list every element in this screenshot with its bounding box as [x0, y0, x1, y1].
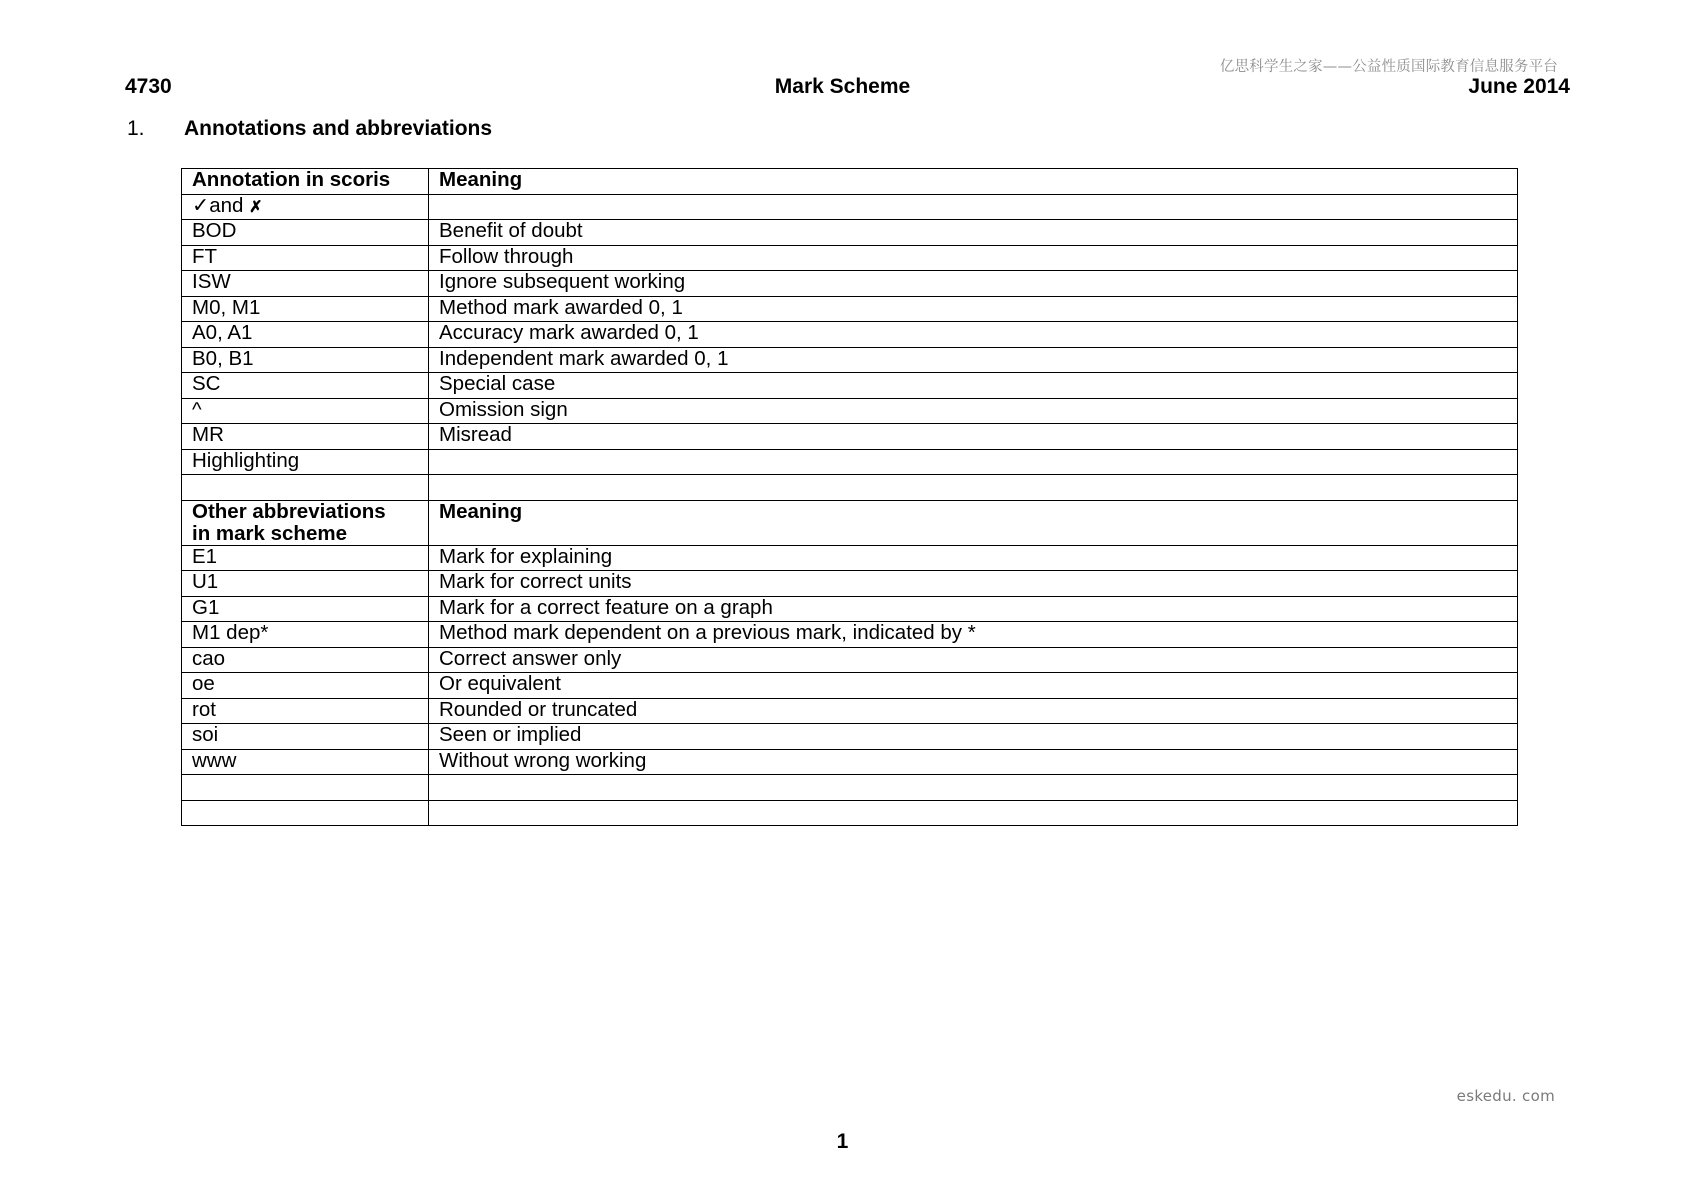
table-row	[182, 647, 1518, 673]
table-header-row	[182, 169, 1518, 195]
header-meaning-2: Meaning	[429, 500, 1518, 545]
meaning-cell: Misread	[429, 424, 1518, 450]
meaning-cell: Mark for correct units	[429, 571, 1518, 597]
meaning-cell: Omission sign	[429, 398, 1518, 424]
annotation-cell: FT	[182, 245, 429, 271]
table-row	[182, 322, 1518, 348]
header-other-line2: in mark scheme	[192, 521, 347, 545]
exam-date: June 2014	[1468, 75, 1570, 98]
document-title: Mark Scheme	[774, 75, 911, 98]
meaning-cell: Mark for a correct feature on a graph	[429, 596, 1518, 622]
annotation-cell: ^	[182, 398, 429, 424]
table-row	[182, 194, 1518, 220]
paper-code: 4730	[125, 75, 172, 98]
header-meaning: Meaning	[429, 169, 1518, 195]
header-other-abbreviations	[182, 500, 429, 545]
abbreviation-cell: G1	[182, 596, 429, 622]
table-row	[182, 296, 1518, 322]
check-icon: ✓	[192, 193, 210, 217]
meaning-cell: Or equivalent	[429, 673, 1518, 699]
table-row	[182, 673, 1518, 699]
empty-row	[182, 800, 1518, 826]
section-heading	[127, 117, 492, 141]
annotation-cell: Highlighting	[182, 449, 429, 475]
annotation-cell: A0, A1	[182, 322, 429, 348]
table-row	[182, 571, 1518, 597]
meaning-cell: Special case	[429, 373, 1518, 399]
annotation-cell: SC	[182, 373, 429, 399]
abbreviation-cell: U1	[182, 571, 429, 597]
table-row	[182, 245, 1518, 271]
abbreviation-cell: soi	[182, 724, 429, 750]
meaning-cell: Ignore subsequent working	[429, 271, 1518, 297]
abbreviation-cell: cao	[182, 647, 429, 673]
annotations-table	[181, 168, 1518, 826]
table-row	[182, 724, 1518, 750]
abbreviation-cell: M1 dep*	[182, 622, 429, 648]
meaning-cell: Accuracy mark awarded 0, 1	[429, 322, 1518, 348]
table-row	[182, 449, 1518, 475]
table-row	[182, 424, 1518, 450]
abbreviation-cell: E1	[182, 545, 429, 571]
annotation-cell: B0, B1	[182, 347, 429, 373]
header-other-line1: Other abbreviations	[192, 499, 386, 523]
annotation-cell: M0, M1	[182, 296, 429, 322]
and-text: and	[209, 193, 244, 217]
page-number: 1	[836, 1130, 849, 1153]
meaning-cell	[429, 449, 1518, 475]
section-number: 1.	[127, 117, 145, 140]
abbreviation-cell: www	[182, 749, 429, 775]
table-row	[182, 398, 1518, 424]
meaning-cell: Benefit of doubt	[429, 220, 1518, 246]
table-row	[182, 347, 1518, 373]
table-row	[182, 271, 1518, 297]
meaning-cell: Method mark awarded 0, 1	[429, 296, 1518, 322]
header-annotation: Annotation in scoris	[182, 169, 429, 195]
meaning-cell: Follow through	[429, 245, 1518, 271]
table-row	[182, 622, 1518, 648]
table-row	[182, 749, 1518, 775]
table-row	[182, 698, 1518, 724]
meaning-cell: Without wrong working	[429, 749, 1518, 775]
meaning-cell: Mark for explaining	[429, 545, 1518, 571]
meaning-cell: Independent mark awarded 0, 1	[429, 347, 1518, 373]
meaning-cell: Method mark dependent on a previous mark, indicated by *	[429, 622, 1518, 648]
meaning-cell: Seen or implied	[429, 724, 1518, 750]
watermark-bottom: eskedu. com	[1456, 1087, 1555, 1105]
annotation-cell: BOD	[182, 220, 429, 246]
abbreviation-cell: oe	[182, 673, 429, 699]
cross-icon: ✗	[249, 198, 263, 216]
table-row	[182, 545, 1518, 571]
table-row	[182, 220, 1518, 246]
table-subheader-row	[182, 500, 1518, 545]
table-row	[182, 596, 1518, 622]
annotation-cell: MR	[182, 424, 429, 450]
annotation-cell: ISW	[182, 271, 429, 297]
meaning-cell: Correct answer only	[429, 647, 1518, 673]
meaning-cell: Rounded or truncated	[429, 698, 1518, 724]
check-and-cross-cell	[182, 194, 429, 220]
meaning-cell	[429, 194, 1518, 220]
section-title: Annotations and abbreviations	[184, 117, 493, 140]
abbreviation-cell: rot	[182, 698, 429, 724]
empty-row	[182, 775, 1518, 801]
empty-row	[182, 475, 1518, 501]
table-row	[182, 373, 1518, 399]
watermark-top: 亿思科学生之家——公益性质国际教育信息服务平台	[1219, 59, 1558, 75]
